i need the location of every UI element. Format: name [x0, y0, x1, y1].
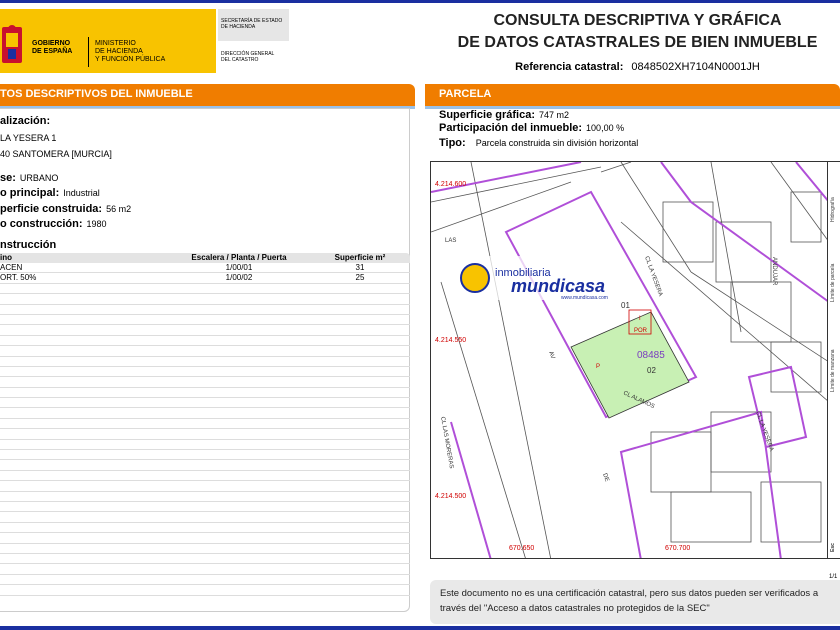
direccion-line-2: 40 SANTOMERA [MURCIA]: [0, 149, 112, 159]
table-row-empty: [0, 440, 410, 450]
sub-parcel-02: 02: [647, 366, 656, 375]
row-superficie: 25: [355, 273, 365, 283]
coat-of-arms-icon: [0, 23, 24, 67]
ref-label: Referencia catastral:: [515, 61, 624, 73]
government-logo: [0, 9, 216, 73]
clase-value: URBANO: [19, 173, 59, 183]
table-row-empty: [0, 492, 410, 502]
legend-parcela: Límite de parcela: [830, 263, 836, 302]
participacion-value: 100,00 %: [586, 123, 625, 133]
table-row-empty: [0, 357, 410, 367]
map-drawing: [431, 162, 828, 559]
uso-field: [0, 187, 100, 199]
coord-y-3: 4.214.500: [435, 493, 467, 500]
table-row-empty: [0, 388, 410, 398]
p-label: P: [596, 364, 601, 370]
table-row-empty: [0, 544, 410, 554]
notice-line-2: través del "Acceso a datos catastrales no protegidos de la SEC": [440, 603, 710, 614]
table-row-empty: [0, 294, 410, 304]
coord-y-2: 4.214.550: [435, 337, 467, 344]
table-row-empty: [0, 502, 410, 512]
gov-line-1: GOBIERNO: [32, 40, 71, 47]
header-escalera: Escalera / Planta / Puerta: [191, 253, 287, 262]
table-row-empty: [0, 471, 410, 481]
tipo-label: Tipo:: [439, 137, 466, 149]
bottom-frame-line: [0, 626, 840, 630]
header-superficie: Superficie m²: [334, 253, 386, 262]
tipo-field: [439, 137, 638, 149]
table-row-empty: [0, 377, 410, 387]
legend-hidrografia: Hidrografía: [830, 197, 836, 222]
notice-line-1: Este documento no es una certificación catastral, pero sus datos pueden ser verificados a: [440, 588, 819, 599]
table-row-empty: [0, 512, 410, 522]
direccion-text: [221, 51, 274, 63]
secretaria-text: [221, 18, 282, 30]
localizacion-field: [0, 115, 50, 127]
scale-value: 1/1: [829, 574, 838, 580]
construccion-table: [0, 253, 410, 596]
anio-field: [0, 218, 107, 230]
title-line-2: DE DATOS CATASTRALES DE BIEN INMUEBLE: [457, 34, 818, 51]
legend-manzana: Límite de manzana: [830, 349, 836, 392]
table-row-empty: [0, 305, 410, 315]
construccion-heading: nstrucción: [0, 239, 57, 251]
street-label-6: CL LAS MORERAS: [439, 416, 455, 470]
row-superficie: 31: [355, 263, 365, 272]
watermark-line-1: inmobiliaria: [495, 267, 551, 279]
street-label-4: CL LA YESERA: [754, 410, 775, 453]
parcel-number: 08485: [637, 350, 665, 361]
clase-field: [0, 172, 58, 184]
anio-label: o construcción:: [0, 218, 83, 230]
secretaria-block: [218, 9, 289, 41]
por-label: POR: [634, 328, 648, 334]
table-row: [0, 263, 410, 273]
header-destino: ino: [0, 253, 12, 262]
secretaria-line-1: SECRETARÍA DE ESTADO: [221, 18, 283, 24]
coord-y-1: 4.214.600: [435, 181, 467, 188]
uso-label: o principal:: [0, 187, 60, 199]
superficie-label: perficie construida:: [0, 203, 103, 215]
ministry-text: [95, 40, 165, 64]
table-row-empty: [0, 460, 410, 470]
cadastral-map: [430, 161, 828, 559]
table-row-empty: [0, 398, 410, 408]
title-line-1: CONSULTA DESCRIPTIVA Y GRÁFICA: [493, 12, 782, 29]
street-label-1: CL LA YESERA: [643, 255, 664, 298]
row-destino: ORT. 50%: [0, 273, 37, 283]
coord-x-1: 670.650: [509, 545, 535, 552]
direccion-line-1: LA YESERA 1: [0, 133, 57, 143]
superficie-value: 56 m2: [106, 204, 132, 214]
watermark-line-2: mundicasa: [511, 276, 606, 296]
row-escalera: 1/00/01: [225, 263, 253, 272]
superficie-field: [0, 203, 131, 215]
notice-box: [430, 580, 840, 624]
participacion-label: Participación del inmueble:: [439, 122, 583, 134]
table-row-empty: [0, 523, 410, 533]
ministry-line-1: MINISTERIO: [95, 40, 136, 47]
top-frame-line: [0, 0, 840, 3]
secretaria-line-2: DE HACIENDA: [221, 24, 256, 30]
table-row-empty: [0, 450, 410, 460]
row-escalera: 1/00/02: [225, 273, 253, 283]
direccion-line-1: DIRECCIÓN GENERAL: [221, 51, 275, 57]
ministry-line-2: DE HACIENDA: [95, 48, 143, 55]
localizacion-label: alización:: [0, 115, 51, 127]
table-header: [0, 253, 410, 263]
table-row-empty: [0, 284, 410, 294]
scale-label: Esc: [830, 543, 836, 552]
table-row-empty: [0, 533, 410, 543]
superficie-grafica-field: [439, 109, 569, 121]
street-label-5: ANDUJAR: [771, 257, 777, 286]
map-legend: [828, 161, 840, 559]
logo-separator: [88, 37, 89, 67]
direccion-line-2: DEL CATASTRO: [221, 57, 259, 63]
table-row-empty: [0, 315, 410, 325]
document-title: [440, 10, 835, 54]
table-row-empty: [0, 419, 410, 429]
table-row-empty: [0, 575, 410, 585]
street-label-8: LAS: [445, 238, 457, 244]
superficie-grafica-value: 747 m2: [538, 110, 570, 120]
section-bar-parcela: PARCELA: [425, 84, 840, 106]
coord-x-2: 670.700: [665, 545, 691, 552]
clase-label: se:: [0, 172, 16, 184]
sub-parcel-01: 01: [621, 301, 630, 310]
tipo-value: Parcela construida sin división horizontal: [475, 138, 639, 148]
watermark-logo: [455, 256, 625, 301]
table-row-empty: [0, 481, 410, 491]
section-bar-inmueble: TOS DESCRIPTIVOS DEL INMUEBLE: [0, 84, 415, 106]
ref-value: 0848502XH7104N0001JH: [631, 61, 760, 73]
referencia-catastral: [440, 61, 835, 73]
row-destino: ACEN: [0, 263, 23, 272]
street-label-3: CL ALAMOS: [622, 390, 656, 411]
table-row-empty: [0, 564, 410, 574]
street-label-7: DE: [601, 472, 610, 483]
table-row-empty: [0, 408, 410, 418]
uso-value: Industrial: [63, 188, 100, 198]
table-row-empty: [0, 429, 410, 439]
table-row-empty: [0, 325, 410, 335]
i-label: I: [639, 316, 641, 322]
anio-value: 1980: [86, 219, 107, 229]
watermark-url: www.mundicasa.com: [561, 295, 608, 301]
empty-rows: [0, 284, 410, 596]
superficie-grafica-label: Superficie gráfica:: [439, 109, 535, 121]
table-row-empty: [0, 367, 410, 377]
table-row-empty: [0, 336, 410, 346]
street-label-2: AV: [547, 350, 556, 360]
participacion-field: [439, 122, 624, 134]
table-row: [0, 273, 410, 283]
gov-text: [32, 40, 72, 56]
ministry-line-3: Y FUNCIÓN PÚBLICA: [95, 56, 166, 63]
table-row-empty: [0, 346, 410, 356]
table-row-empty: [0, 554, 410, 564]
table-row-empty: [0, 585, 410, 595]
gov-line-2: DE ESPAÑA: [32, 48, 73, 55]
